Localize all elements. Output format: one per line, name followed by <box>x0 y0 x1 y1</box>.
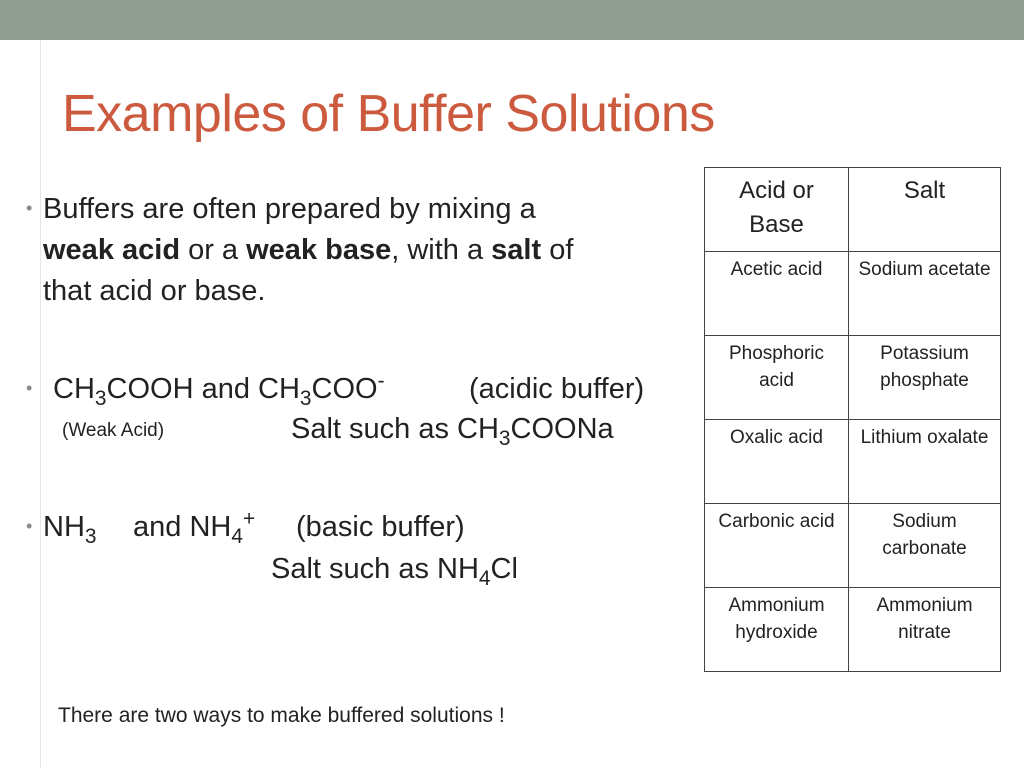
bullet3-formula <box>43 506 97 548</box>
sup-minus: - <box>377 369 385 393</box>
footnote: There are two ways to make buffered solutions ! <box>58 704 505 727</box>
cell-acid: Ammonium hydroxide <box>705 588 849 672</box>
coo-text: COO <box>311 373 378 405</box>
salt-prefix: Salt such as CH <box>291 413 499 445</box>
acidic-salt-example <box>291 408 614 450</box>
cooh-text: COOH and CH <box>106 373 300 405</box>
buffer-table <box>704 167 1001 672</box>
table-row <box>705 336 1001 420</box>
acidic-buffer-label: (acidic buffer) <box>469 373 645 405</box>
sub-3b: 3 <box>299 386 312 410</box>
sub-3: 3 <box>94 386 107 410</box>
cell-acid: Carbonic acid <box>705 504 849 588</box>
bullet1-line1: Buffers are often prepared by mixing a <box>43 193 536 225</box>
cell-acid: Acetic acid <box>705 252 849 336</box>
nh-text: NH <box>43 511 85 543</box>
table-row <box>705 252 1001 336</box>
table-header-row <box>705 168 1001 252</box>
cell-acid: Oxalic acid <box>705 420 849 504</box>
slide-title: Examples of Buffer Solutions <box>62 85 715 143</box>
slide-left-rule <box>40 40 41 768</box>
header-acid-or-base: Acid or Base <box>705 168 849 252</box>
sub-3-nh: 3 <box>84 524 97 548</box>
table-row <box>705 588 1001 672</box>
weak-base-bold: weak base <box>246 234 392 266</box>
weak-acid-label: (Weak Acid) <box>62 420 165 441</box>
and-nh-text: and NH <box>133 511 232 543</box>
basic-salt-example <box>271 548 518 590</box>
bullet-dot-2: • <box>26 378 33 398</box>
salt-suffix-nh: Cl <box>490 553 518 585</box>
weak-acid-bold: weak acid <box>43 234 181 266</box>
bullet1-or: or a <box>180 234 247 266</box>
cell-salt: Sodium acetate <box>849 252 1001 336</box>
salt-sub-nh: 4 <box>478 566 491 590</box>
header-salt: Salt <box>849 168 1001 252</box>
bullet3-formula-2 <box>133 506 255 548</box>
bullet2-formula <box>53 368 385 410</box>
salt-prefix-nh: Salt such as NH <box>271 553 479 585</box>
cell-salt: Sodium carbonate <box>849 504 1001 588</box>
table-row <box>705 504 1001 588</box>
bullet-dot-1: • <box>26 198 33 218</box>
sub-4: 4 <box>231 524 243 548</box>
sup-plus: + <box>242 507 256 531</box>
bullet1-line2 <box>43 229 573 271</box>
cell-salt: Potassium phosphate <box>849 336 1001 420</box>
cell-salt: Ammonium nitrate <box>849 588 1001 672</box>
slide-top-bar <box>0 0 1024 40</box>
bullet1-line3: that acid or base. <box>43 275 266 307</box>
bullet-dot-3: • <box>26 516 33 536</box>
salt-suffix: COONa <box>510 413 614 445</box>
cell-salt: Lithium oxalate <box>849 420 1001 504</box>
ch-text: CH <box>53 373 95 405</box>
bullet1-with: , with a <box>391 234 492 266</box>
cell-acid: Phosphoric acid <box>705 336 849 420</box>
basic-buffer-label: (basic buffer) <box>296 511 465 543</box>
salt-sub: 3 <box>498 426 511 450</box>
table-row <box>705 420 1001 504</box>
salt-bold: salt <box>491 234 542 266</box>
bullet1-of: of <box>541 234 574 266</box>
